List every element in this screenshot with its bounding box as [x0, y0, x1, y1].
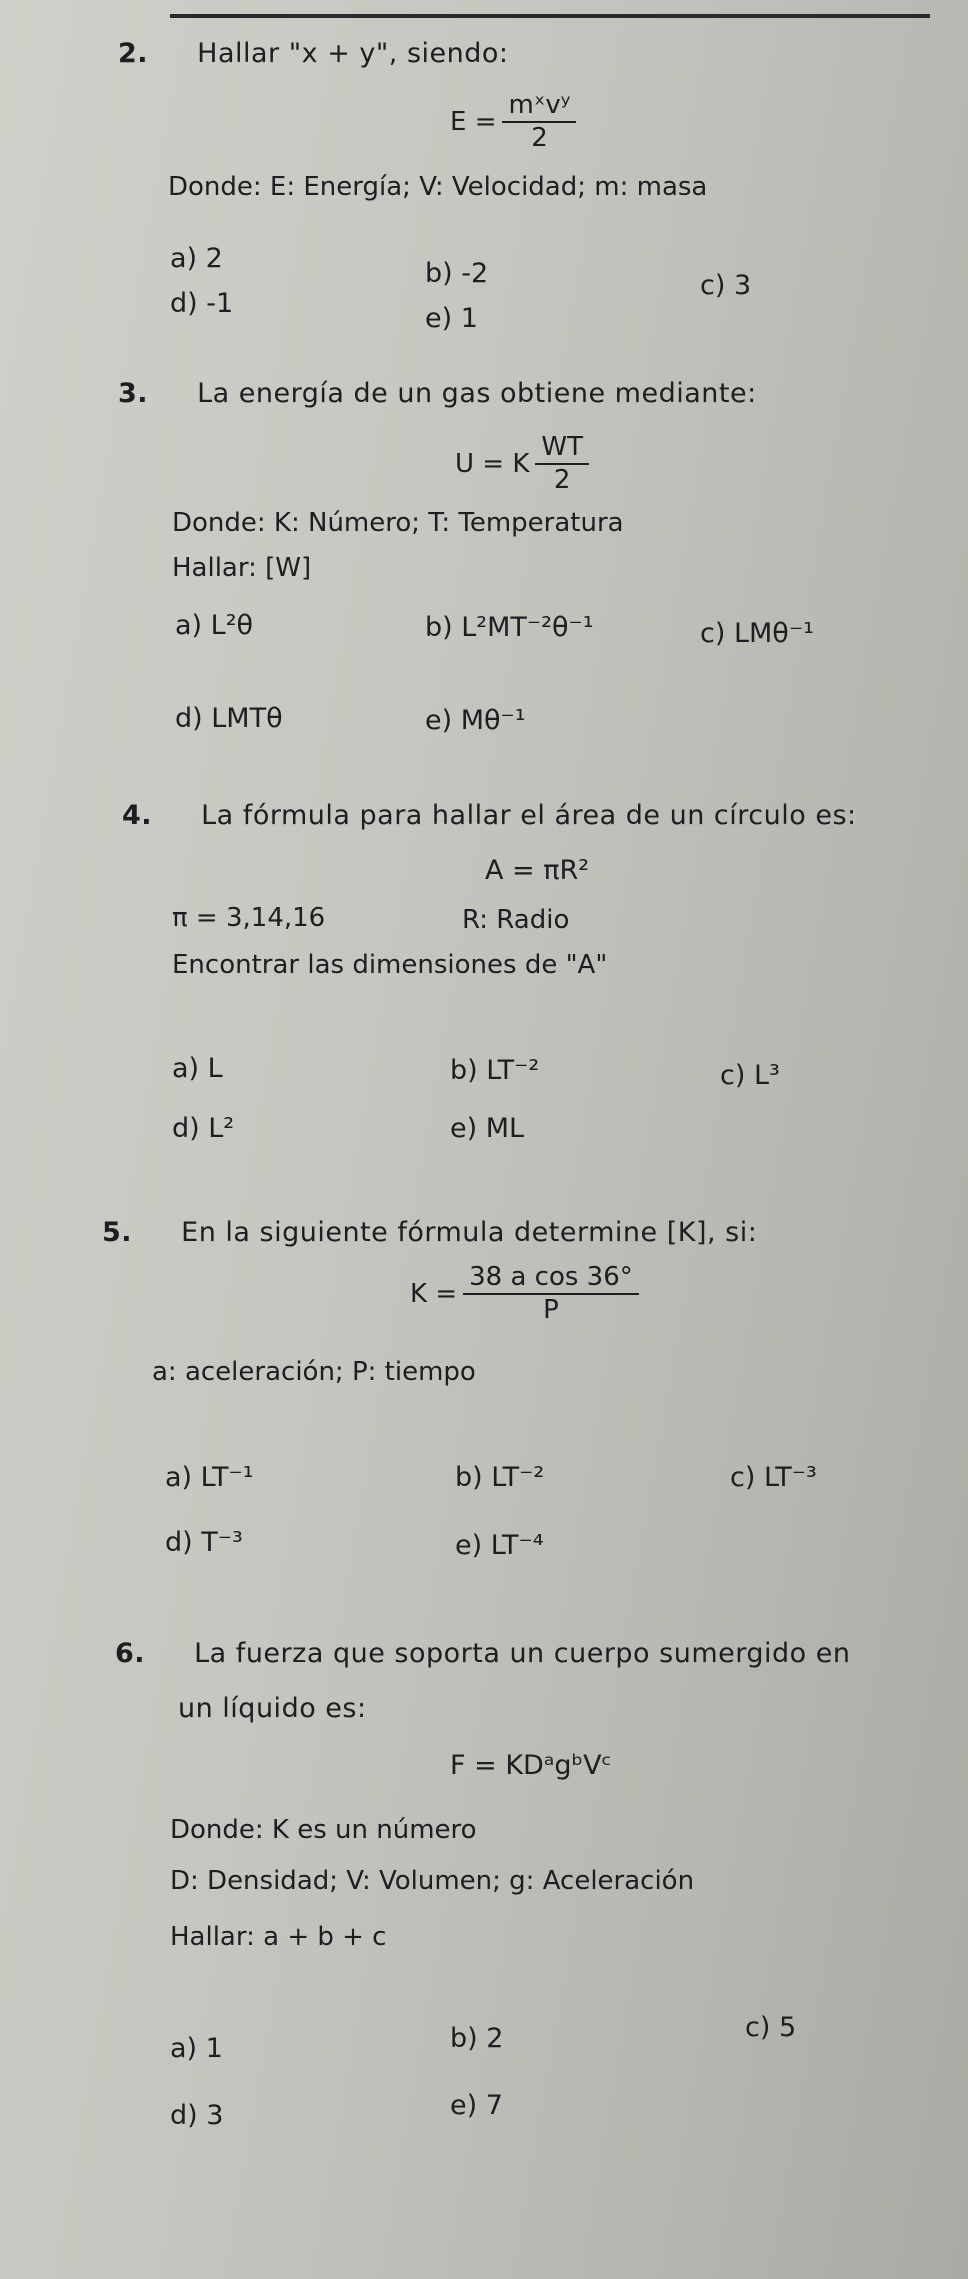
q2-text: Hallar "x + y", siendo:	[197, 38, 509, 69]
q6-find: Hallar: a + b + c	[170, 1922, 387, 1952]
q3-fraction	[535, 432, 589, 496]
q3-option-b: b) L²MT⁻²θ⁻¹	[425, 612, 594, 643]
q2-option-c: c) 3	[700, 270, 752, 301]
q5-block	[102, 1217, 757, 1248]
q4-option-e: e) ML	[450, 1113, 525, 1144]
q5-formula	[410, 1262, 639, 1326]
q4-radius: R: Radio	[462, 905, 570, 935]
q5-option-b: b) LT⁻²	[455, 1462, 545, 1493]
q3-numerator: WT	[535, 432, 589, 465]
q4-option-b: b) LT⁻²	[450, 1055, 540, 1086]
q6-text-line2: un líquido es:	[178, 1693, 367, 1724]
q2-option-b: b) -2	[425, 258, 489, 289]
q2-where: Donde: E: Energía; V: Velocidad; m: masa	[168, 172, 708, 202]
q4-option-a: a) L	[172, 1053, 223, 1084]
q6-formula: F = KDᵃgᵇVᶜ	[450, 1750, 612, 1781]
q4-block	[122, 800, 857, 831]
q2-option-e: e) 1	[425, 303, 478, 334]
q3-find: Hallar: [W]	[172, 553, 312, 583]
q2-formula	[450, 90, 576, 154]
q4-pi: π = 3,14,16	[172, 903, 326, 933]
q2-numerator: mˣvʸ	[502, 90, 576, 123]
q5-option-d: d) T⁻³	[165, 1527, 243, 1558]
q3-option-d: d) LMTθ	[175, 703, 283, 734]
q3-block	[118, 378, 757, 409]
q5-number: 5.	[102, 1217, 133, 1248]
q6-option-d: d) 3	[170, 2100, 224, 2131]
q5-formula-lhs: K =	[410, 1279, 458, 1310]
q2-fraction	[502, 90, 576, 154]
top-rule	[170, 14, 930, 18]
q2-formula-lhs: E =	[450, 107, 497, 138]
q4-number: 4.	[122, 800, 153, 831]
q5-option-c: c) LT⁻³	[730, 1462, 817, 1493]
q3-option-e: e) Mθ⁻¹	[425, 705, 526, 736]
q2-option-a: a) 2	[170, 243, 223, 274]
q3-formula	[455, 432, 589, 496]
q6-option-c: c) 5	[745, 2012, 797, 2043]
q4-formula: A = πR²	[485, 855, 590, 886]
q4-option-d: d) L²	[172, 1113, 235, 1144]
q5-where: a: aceleración; P: tiempo	[152, 1357, 476, 1387]
q3-option-a: a) L²θ	[175, 610, 254, 641]
q5-option-a: a) LT⁻¹	[165, 1462, 254, 1493]
q4-find: Encontrar las dimensiones de "A"	[172, 950, 608, 980]
q5-text: En la siguiente fórmula determine [K], si:	[181, 1217, 758, 1248]
q2-number: 2.	[118, 38, 149, 69]
q6-option-a: a) 1	[170, 2033, 223, 2064]
q2-option-d: d) -1	[170, 288, 234, 319]
q3-where: Donde: K: Número; T: Temperatura	[172, 508, 624, 538]
q6-option-e: e) 7	[450, 2090, 503, 2121]
q3-denominator: 2	[553, 465, 571, 496]
q6-where1: Donde: K es un número	[170, 1815, 477, 1845]
q5-fraction	[463, 1262, 639, 1326]
q5-denominator: P	[543, 1295, 559, 1326]
q4-option-c: c) L³	[720, 1060, 780, 1091]
q4-text: La fórmula para hallar el área de un círculo es:	[201, 800, 857, 831]
q2-block	[118, 38, 509, 69]
q3-number: 3.	[118, 378, 149, 409]
q5-numerator: 38 a cos 36°	[463, 1262, 639, 1295]
q6-text-line1: La fuerza que soporta un cuerpo sumergido en	[194, 1638, 851, 1669]
q3-text: La energía de un gas obtiene mediante:	[197, 378, 757, 409]
q6-block	[115, 1638, 850, 1669]
q5-option-e: e) LT⁻⁴	[455, 1530, 544, 1561]
q2-denominator: 2	[531, 123, 548, 154]
q6-where2: D: Densidad; V: Volumen; g: Aceleración	[170, 1866, 695, 1896]
q3-formula-lhs: U = K	[455, 449, 530, 480]
q6-number: 6.	[115, 1638, 146, 1669]
q6-option-b: b) 2	[450, 2023, 504, 2054]
q3-option-c: c) LMθ⁻¹	[700, 618, 814, 649]
